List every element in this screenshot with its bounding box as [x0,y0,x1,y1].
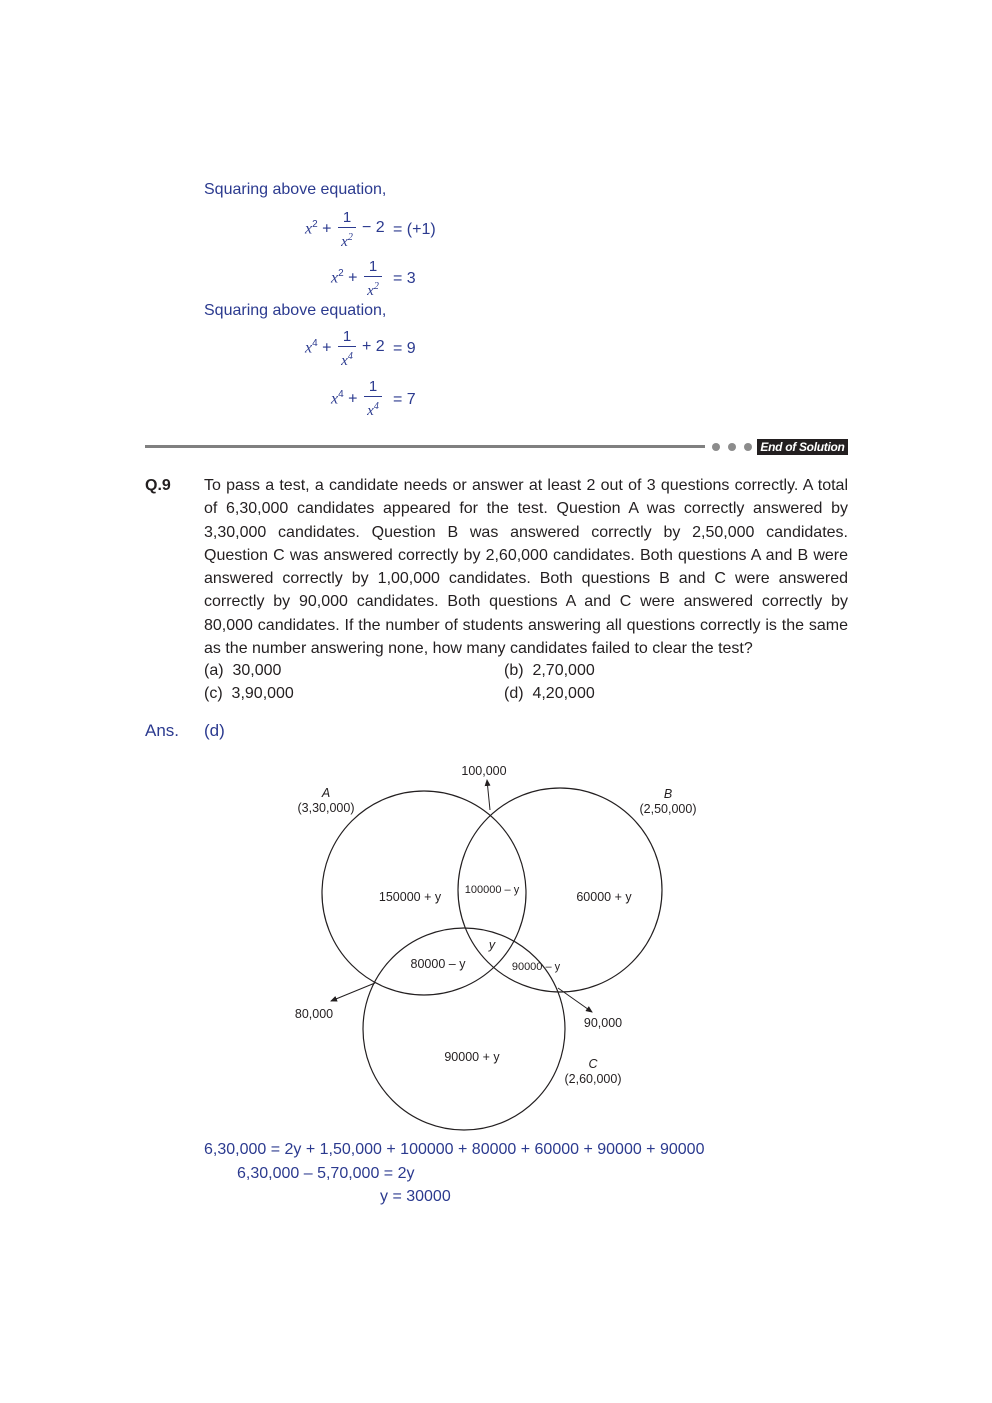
question-text: To pass a test, a candidate needs or answer at least 2 out of 3 questions correctly. A total of 6,30,000 candidates appeared for the test. Question A was correctly answered by 3,30,000 candidates. Question B was answered correctly by 2,50,000 candidates. Question C was answered correctly by 2,60,000 candidates. Both questions A and B were answered correctly by 1,00,000 candidates. Both questions B and C were answered correctly by 90,000 candidates. Both questions A and C were answered correctly by 80,000 candidates. If the number of students answering all questions correctly is the same as the number answering none, how many candidates failed to clear the test? [204,477,848,658]
label-abc: y [488,938,496,952]
label-only-a: 150000 + y [378,890,442,904]
answer-value: (d) [204,721,225,740]
label-ab-only: 100000 – y [464,884,520,896]
label-bc-only: 90000 – y [511,961,561,973]
solution-line-1: Squaring above equation, [204,181,387,198]
final-equation-2: 6,30,000 – 5,70,000 = 2y [237,1165,415,1182]
label-set-b-name: B [663,787,673,801]
label-ab-total: 100,000 [461,764,507,778]
label-set-c-name: C [588,1057,598,1071]
label-bc-total: 90,000 [583,1016,623,1030]
option-c: (c) 3,90,000 [204,685,294,702]
label-set-a-count: (3,30,000) [297,801,355,815]
answer-label: Ans. [145,721,180,740]
end-of-solution-badge: End of Solution [757,439,848,455]
final-equation-3: y = 30000 [380,1188,451,1205]
label-set-a-name: A [321,786,331,800]
label-only-c: 90000 + y [444,1050,500,1064]
label-ac-total: 80,000 [294,1007,334,1021]
option-a: (a) 30,000 [204,662,282,679]
label-set-c-count: (2,60,000) [564,1072,622,1086]
question-number: Q.9 [145,477,171,494]
label-set-b-count: (2,50,000) [639,802,697,816]
option-d: (d) 4,20,000 [504,685,595,702]
label-ac-only: 80000 – y [410,957,466,971]
option-b: (b) 2,70,000 [504,662,595,679]
label-only-b: 60000 + y [576,890,632,904]
solution-line-2: Squaring above equation, [204,302,387,319]
final-equation-1: 6,30,000 = 2y + 1,50,000 + 100000 + 80000 + 60000 + 90000 + 90000 [204,1141,705,1158]
